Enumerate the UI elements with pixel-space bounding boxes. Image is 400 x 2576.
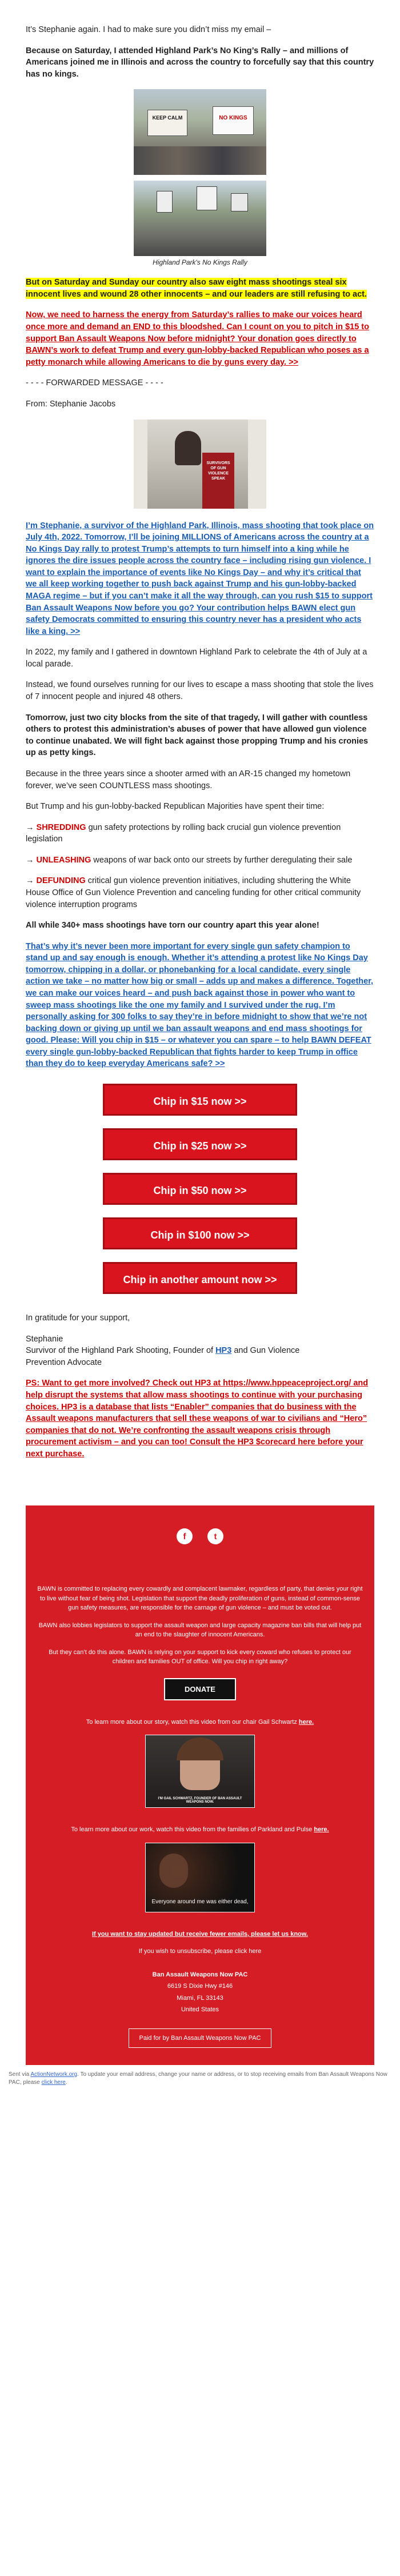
chip-in-100-button[interactable]: Chip in $100 now >> [103,1217,297,1249]
shootings-highlight: But on Saturday and Sunday our country also saw eight mass shootings steal six innocent lives and wound 28 other innocents – and our leaders are still refusing to act. [26,278,367,299]
parkland-video-thumbnail[interactable]: Everyone around me was either dead, [145,1843,255,1912]
mass-shootings-stat: All while 340+ mass shootings have torn our country apart this year alone! [26,921,319,930]
unsubscribe-link[interactable]: click here [41,2079,66,2086]
address-line-3: United States [181,2006,219,2014]
email-body [26,0,374,1460]
fewer-emails-link[interactable]: If you want to stay updated but receive fewer emails, please let us know. [92,1930,308,1938]
parade-paragraph: In 2022, my family and I gathered in downtown Highland Park to celebrate the 4th of July at a local parade. [26,648,367,669]
list-item-defunding: → DEFUNDING critical gun violence prevention initiatives, including shuttering the White House Office of Gun Violence Prevention and canceling funding for other critical community violence interruption programs [26,876,361,909]
video2-link[interactable]: here. [314,1826,329,1834]
unsubscribe-footer: Sent via ActionNetwork.org. To update your email address, change your name or address, or to stop receiving emails from Ban Assault Weapons Now PAC, please click here. [9,2071,387,2086]
donate-button[interactable]: DONATE [164,1678,236,1700]
twitter-icon[interactable]: t [207,1528,223,1544]
chip-in-50-button[interactable]: Chip in $50 now >> [103,1173,297,1205]
from-line: From: Stephanie Jacobs [26,399,116,409]
donate-link-3[interactable]: That’s why it’s never been more important for every single gun safety champion to stand up and say enough is enough. Whether it’s attending a protest like No Kings Day tomorrow, chipping in a dollar, or phonebanking for a local candidate, every single action we take – no matter how big or small – adds up and makes a difference. Together, we can make our voices heard – and push back against those in power who want to sweep mass shootings like the one my family and I survived under the rug. I’m personally asking for 300 folks to say they’re in before midnight to show that we’re not backing down or giving up until we ban assault weapons and end mass shootings for good. Please: Will you chip in $15 – or whatever you can spare – to help BAWN DEFEAT every single gun-lobby-backed Republican that fights harder to keep Trump in office than they do to keep everyday Americans safe? >> [26,941,374,1069]
footer-unsubscribe-text[interactable]: If you wish to unsubscribe, please click here [138,1948,262,1955]
signature-name: Stephanie [26,1334,63,1344]
shooting-paragraph: Instead, we found ourselves running for our lives to escape a mass shooting that stole the lives of 7 innocent people and injured 48 others. [26,680,374,702]
address-line-2: Miami, FL 33143 [177,1994,223,2002]
chip-in-15-button[interactable]: Chip in $15 now >> [103,1084,297,1116]
photo-caption: Highland Park's No Kings Rally [153,258,247,267]
countless-paragraph: Because in the three years since a shooter armed with an AR-15 changed my hometown forever, we’ve seen COUNTLESS mass shootings. [26,769,351,790]
forwarded-divider: - - - - FORWARDED MESSAGE - - - - [26,378,163,388]
podium: SURVIVORS OF GUN VIOLENCE SPEAK [202,453,234,509]
hp3-link[interactable]: HP3 [215,1346,232,1356]
sign-1: KEEP CALM [147,110,187,136]
footer-mission-2: BAWN also lobbies legislators to support the assault weapon and large capacity magazine ban bills that will help put an end to the slaughter of innocent Americans. [38,1622,362,1639]
chip-in-other-button[interactable]: Chip in another amount now >> [103,1262,297,1294]
donate-link-2[interactable]: I’m Stephanie, a survivor of the Highland Park, Illinois, mass shooting that took place on July 4th, 2022. Tomorrow, I’ll be joining MILLIONS of Americans across the country at a No Kings Day rally to protest Trump’s attempts to turn himself into a king while he ignores the dire issues people across the country face – including rising gun violence. I want to explain the importance of events like No Kings Day – and why it’s critical that we all keep working together to push back against Trump and his gun-lobby-backed MAGA regime – but if you can’t make it all the way through, can you rush $15 to support Ban Assault Weapons Now before you go? Your contribution helps BAWN elect gun safety Democrats committed to ensuring this country never has a president who acts like a king. >> [26,521,374,636]
ps-hp3-link[interactable]: PS: Want to get more involved? Check out HP3 at https://www.hppeaceproject.org/ and help disrupt the systems that allow mass shootings to continue with your purchasing choices. HP3 is a database that lists “Enabler” companies that do business with the Assault weapons manufacturers that sell these weapons of war to civilians and “Hero” companies that do not. We’re confronting the assault weapons crisis through procurement activism – and you can too! Consult the HP3 $corecard here before your next purchase. [26,1379,369,1459]
actionnetwork-link[interactable]: ActionNetwork.org [30,2071,78,2078]
trump-paragraph: But Trump and his gun-lobby-backed Republican Majorities have spent their time: [26,802,325,812]
gail-video-thumbnail[interactable]: I’M GAIL SCHWARTZ, FOUNDER OF BAN ASSAULT WEAPONS NOW. [145,1735,255,1808]
sign-2: NO KINGS [213,106,254,135]
donate-link-1[interactable]: Now, we need to harness the energy from Saturday’s rallies to make our voices heard once more and demand an END to this bloodshed. Can I count on you to pitch in $15 to support Ban Assault Weapons Now before midnight? Your donation goes directly to BAWN’s work to defeat Trump and every gun-lobby-backed Republican who poses as a petty monarch while allowing Americans to die by guns every day. >> [26,310,369,367]
speaker-photo [134,420,266,509]
footer-mission-1: BAWN is committed to replacing every cowardly and complacent lawmaker, regardless of party, that denies your right to live without fear of being shot. Legislation that support the deadly proliferation of guns, instead of common-sense gun safety measures, are responsible for the carnage of gun violence – and must be voted out. [37,1585,363,1612]
paid-for-box: Paid for by Ban Assault Weapons Now PAC [129,2028,272,2048]
rally-paragraph: Because on Saturday, I attended Highland Park’s No King’s Rally – and millions of Americans joined me in Illinois and across the country to forcefully say that this country has no kings. [26,46,374,79]
footer [26,1505,374,2065]
address-line-1: 6619 S Dixie Hwy #146 [167,1983,233,1990]
arrow-icon: → [26,822,34,832]
rally-photo-2 [134,181,266,256]
social-links [37,1528,363,1544]
speaker [175,431,201,465]
org-name: Ban Assault Weapons Now PAC [152,1971,248,1978]
facebook-icon[interactable]: f [177,1528,193,1544]
list-item-unleashing: → UNLEASHING weapons of war back onto our streets by further deregulating their sale [26,855,353,865]
gratitude-line: In gratitude for your support, [26,1313,130,1323]
intro-text: It’s Stephanie again. I had to make sure you didn’t miss my email – [26,25,271,34]
video1-link[interactable]: here. [298,1718,314,1726]
chip-in-25-button[interactable]: Chip in $25 now >> [103,1128,297,1160]
arrow-icon: → [26,876,34,886]
list-item-shredding: → SHREDDING gun safety protections by rolling back crucial gun violence prevention legislation [26,822,341,844]
arrow-icon: → [26,855,34,865]
video2-text: To learn more about our work, watch this video from the families of Parkland and Pulse here. [71,1826,329,1834]
protest-paragraph: Tomorrow, just two city blocks from the site of that tragedy, I will gather with countless others to protest this administration’s abuses of power that have allowed gun violence to continue unabated. We will fight back against those propping Trump and his cronies up as petty kings. [26,713,369,758]
signature: Stephanie Survivor of the Highland Park Shooting, Founder of HP3 and Gun Violence Prevention Advocate [26,1334,300,1367]
footer-mission-3: But they can’t do this alone. BAWN is relying on your support to kick every coward who refuses to protect our children and families OUT of office. Will you chip in right away? [49,1648,351,1666]
rally-photo-1 [134,89,266,175]
video1-text: To learn more about our story, watch this video from our chair Gail Schwartz here. [86,1718,314,1726]
